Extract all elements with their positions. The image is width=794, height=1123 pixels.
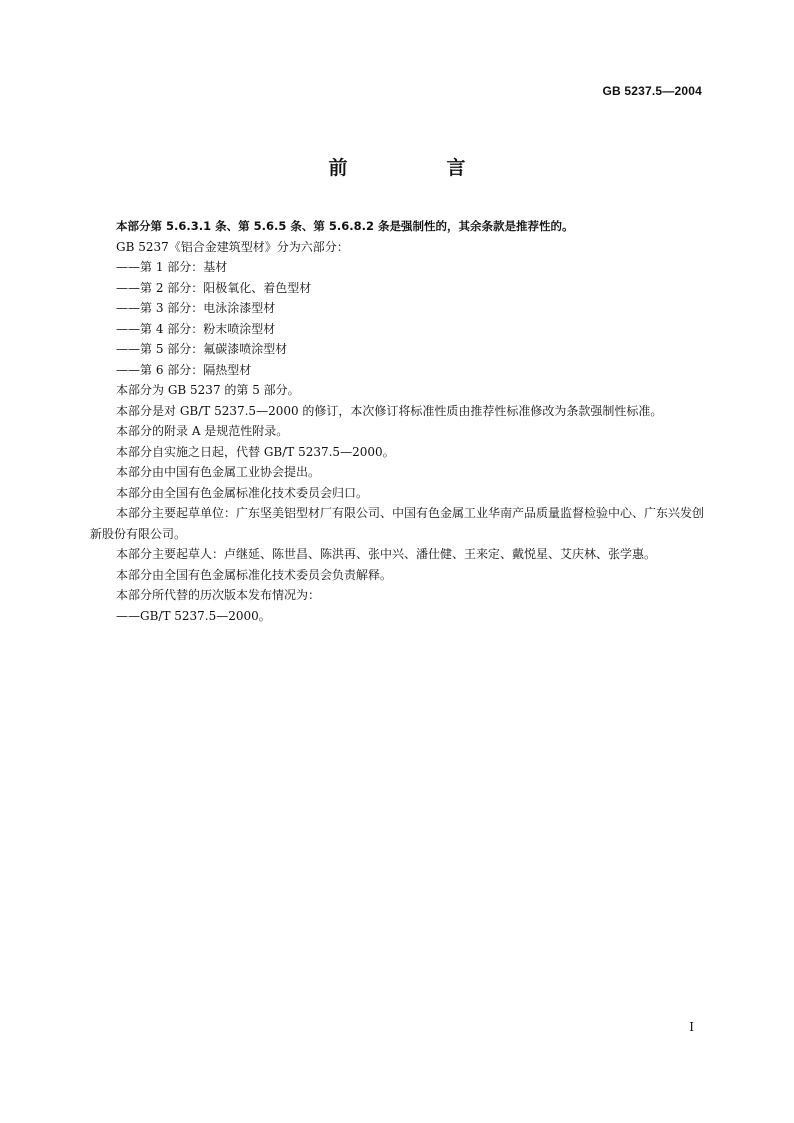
paragraph: 本部分由中国有色金属工业协会提出。 [116, 465, 321, 479]
paragraph: 本部分主要起草单位：广东坚美铝型材厂有限公司、中国有色金属工业华南产品质量监督检验中心、广东兴发创新股份有限公司。 [90, 506, 705, 541]
paragraph: 本部分所代替的历次版本发布情况为： [116, 588, 321, 602]
list-item: ——第 4 部分：粉末喷涂型材 [116, 321, 276, 336]
list-item: ——第 6 部分：隔热型材 [116, 362, 252, 377]
page-number: I [689, 1020, 694, 1034]
paragraph: 本部分由全国有色金属标准化技术委员会归口。 [116, 485, 369, 500]
list-item: ——第 2 部分：阳极氧化、着色型材 [116, 280, 312, 295]
paragraph: 本部分是对 GB/T 5237.5—2000 的修订，本次修订将标准性质由推荐性标准修改为条款强制性标准。 [116, 403, 663, 418]
list-item: ——GB/T 5237.5—2000。 [116, 608, 271, 623]
paragraph: 本部分主要起草人：卢继延、陈世昌、陈洪再、张中兴、潘仕健、王来定、戴悦星、艾庆林、张学惠。 [116, 547, 657, 561]
paragraph: 本部分由全国有色金属标准化技术委员会负责解释。 [116, 567, 393, 582]
list-item: ——第 5 部分：氟碳漆喷涂型材 [116, 342, 288, 356]
paragraph: 本部分自实施之日起，代替 GB/T 5237.5—2000。 [116, 444, 395, 459]
mandatory-clause-statement: 本部分第 5.6.3.1 条、第 5.6.5 条、第 5.6.8.2 条是强制性的，其余条款是推荐性的。 [116, 219, 574, 233]
list-item: ——第 3 部分：电泳涂漆型材 [116, 301, 276, 315]
paragraph: 本部分的附录 A 是规范性附录。 [116, 424, 289, 438]
paragraph: 本部分为 GB 5237 的第 5 部分。 [116, 383, 300, 397]
paragraph: GB 5237《铝合金建筑型材》分为六部分： [116, 239, 349, 254]
list-item: ——第 1 部分：基材 [116, 260, 228, 274]
foreword-body [90, 216, 704, 626]
page-title: 前 言 [328, 157, 506, 179]
document-code: GB 5237.5—2004 [602, 84, 702, 98]
